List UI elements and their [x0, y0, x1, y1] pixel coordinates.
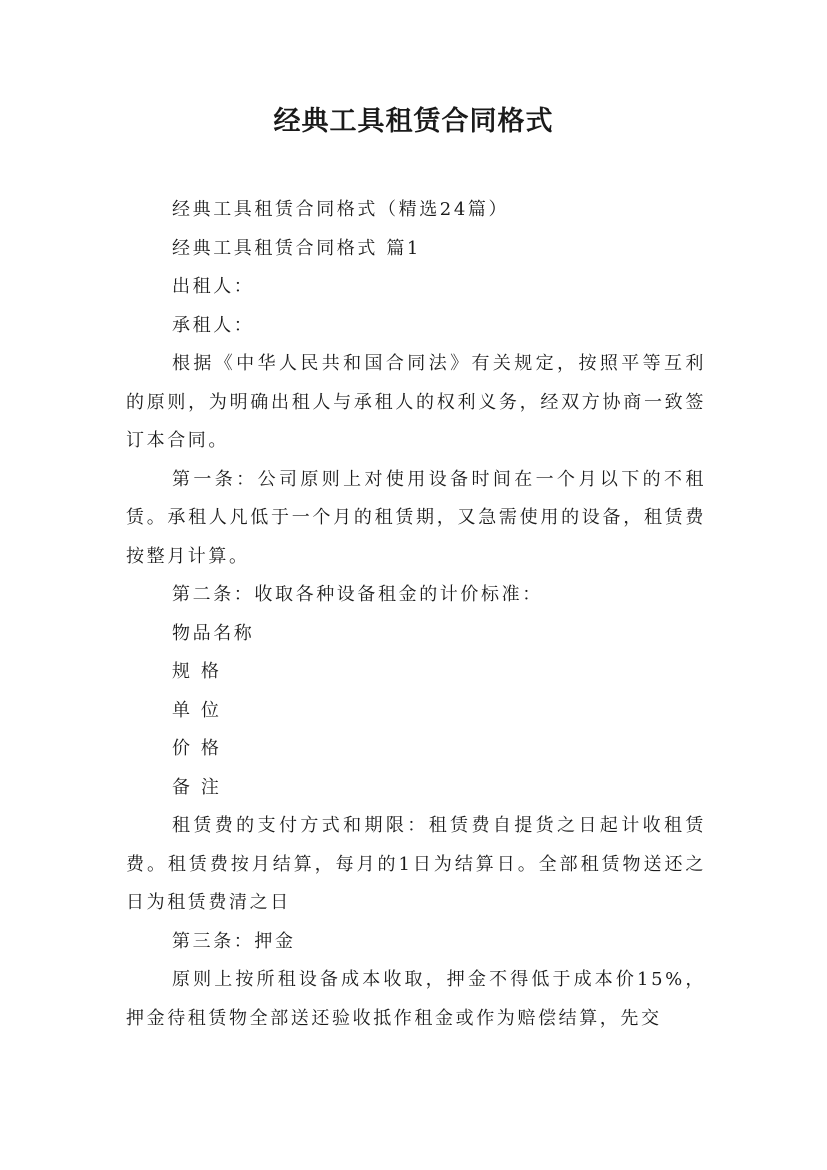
paragraph-article-3: 第三条：押金 [172, 930, 296, 952]
paragraph-subtitle: 经典工具租赁合同格式（精选24篇） [172, 199, 510, 220]
paragraph-lessor: 出租人： [172, 276, 255, 297]
paragraph-lessee: 承租人： [172, 314, 255, 336]
document-title: 经典工具租赁合同格式 [273, 106, 554, 137]
paragraph-deposit: 原则上按所租设备成本收取，押金不得低于成本价15%，押金待租赁物全部送还验收抵作租金或作为赔偿结算，先交 [126, 969, 706, 1029]
paragraph-item-name: 物品名称 [172, 622, 255, 644]
paragraph-item-unit: 单 位 [172, 699, 222, 721]
paragraph-section-heading: 经典工具租赁合同格式 篇1 [172, 237, 421, 259]
paragraph-payment-terms: 租赁费的支付方式和期限：租赁费自提货之日起计收租赁费。租赁费按月结算，每月的1日为结算日。全部租赁物送还之日为租赁费清之日 [126, 815, 706, 913]
paragraph-article-1: 第一条：公司原则上对使用设备时间在一个月以下的不租赁。承租人凡低于一个月的租赁期，又急需使用的设备，租赁费按整月计算。 [126, 468, 706, 567]
paragraph-item-note: 备 注 [172, 776, 222, 798]
paragraph-item-price: 价 格 [172, 738, 222, 759]
paragraph-article-2: 第二条：收取各种设备租金的计价标准： [172, 584, 543, 605]
paragraph-preamble: 根据《中华人民共和国合同法》有关规定，按照平等互利的原则，为明确出租人与承租人的权利义务，经双方协商一致签订本合同。 [126, 353, 706, 451]
paragraph-item-spec: 规 格 [172, 661, 222, 682]
document-body [126, 191, 706, 1038]
